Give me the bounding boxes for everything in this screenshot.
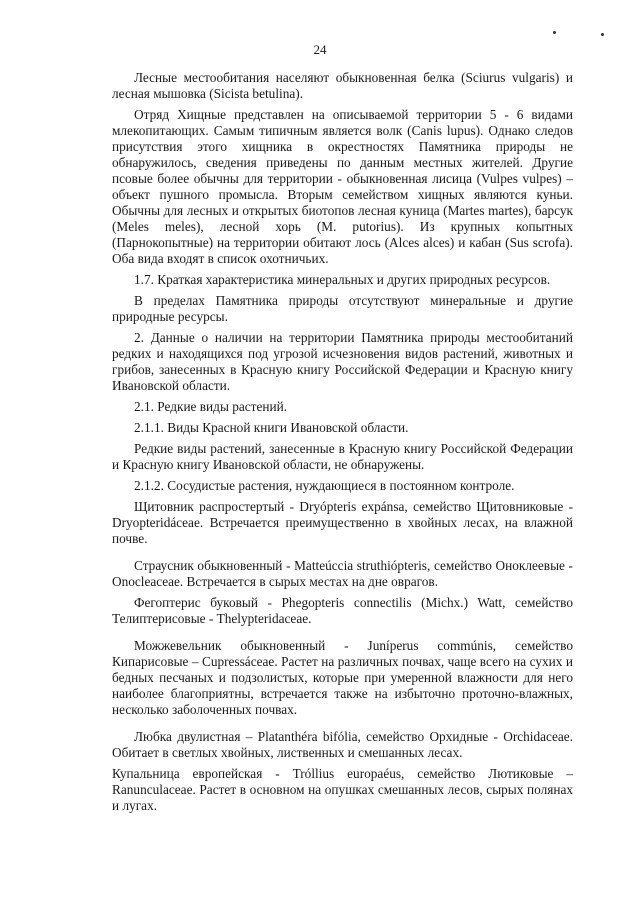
- scan-speck: [601, 33, 604, 36]
- species-entry: Можжевельник обыкновенный - Juníperus commúnis, семейство Кипарисовые – Cupressáceae. Растет на различных почвах, чаще всего на сухих и бедных песчаных и подзолистых, которые при умеренной влажности для него наиболее благоприятны, встречается также на избыточно проточно-влажных, несколько заболоченных почвах.: [112, 638, 573, 717]
- scan-speck: [553, 31, 556, 34]
- species-entry: Щитовник распростертый - Dryópteris expánsa, семейство Щитовниковые - Dryopteridáceae. Встречается преимущественно в хвойных лесах, на влажной почве.: [112, 499, 573, 546]
- subsection-heading: 2.1. Редкие виды растений.: [134, 399, 288, 414]
- section-heading: 2. Данные о наличии на территории Памятника природы местообитаний редких и находящихся под угрозой исчезновения видов растений, животных и грибов, занесенных в Красную книгу Российской Федерации и Красную книгу Ивановской области.: [112, 330, 573, 393]
- paragraph: Редкие виды растений, занесенные в Красную книгу Российской Федерации и Красную книгу Ивановской области, не обнаружены.: [112, 441, 573, 472]
- subsection-heading: 2.1.1. Виды Красной книги Ивановской области.: [134, 420, 409, 435]
- section-heading: 1.7. Краткая характеристика минеральных и других природных ресурсов.: [134, 272, 551, 287]
- document-body: [112, 70, 573, 819]
- paragraph: Отряд Хищные представлен на описываемой территории 5 - 6 видами млекопитающих. Самым типичным является волк (Canis lupus). Однако следов присутствия этого хищника в окрестностях Памятника природы не обнаружилось, сведения приведены по данным местных жителей. Другие псовые более обычны для территории - обыкновенная лисица (Vulpes vulpes) – объект пушного промысла. Вторым семейством хищных являются куньи. Обычны для лесных и открытых биотопов лесная куница (Martes martes), барсук (Meles meles), лесной хорь (M. putorius). Из крупных копытных (Парнокопытные) на территории обитают лось (Alces alces) и кабан (Sus scrofa). Оба вида входят в список охотничьих.: [112, 107, 573, 266]
- species-entry: Купальница европейская - Tróllius europaéus, семейство Лютиковые – Ranunculaceae. Растет в основном на опушках смешанных лесов, сырых полянах и лугах.: [112, 766, 573, 813]
- subsection-heading: 2.1.2. Сосудистые растения, нуждающиеся в постоянном контроле.: [134, 478, 515, 493]
- paragraph: В пределах Памятника природы отсутствуют минеральные и другие природные ресурсы.: [112, 293, 573, 324]
- species-entry: Любка двулистная – Platanthéra bifólia, семейство Орхидные - Orchidaceae. Обитает в светлых хвойных, лиственных и смешанных лесах.: [112, 729, 573, 760]
- paragraph: Лесные местообитания населяют обыкновенная белка (Sciurus vulgaris) и лесная мышовка (Sicista betulina).: [112, 70, 573, 101]
- species-entry: Фегоптерис буковый - Phegopteris connectilis (Michx.) Watt, семейство Телиптерисовые - Thelypteridaceae.: [112, 595, 573, 626]
- page-number: 24: [313, 42, 327, 57]
- species-entry: Страусник обыкновенный - Matteúccia struthiópteris, семейство Оноклеевые - Onocleaceae. Встречается в сырых местах на дне оврагов.: [112, 558, 573, 589]
